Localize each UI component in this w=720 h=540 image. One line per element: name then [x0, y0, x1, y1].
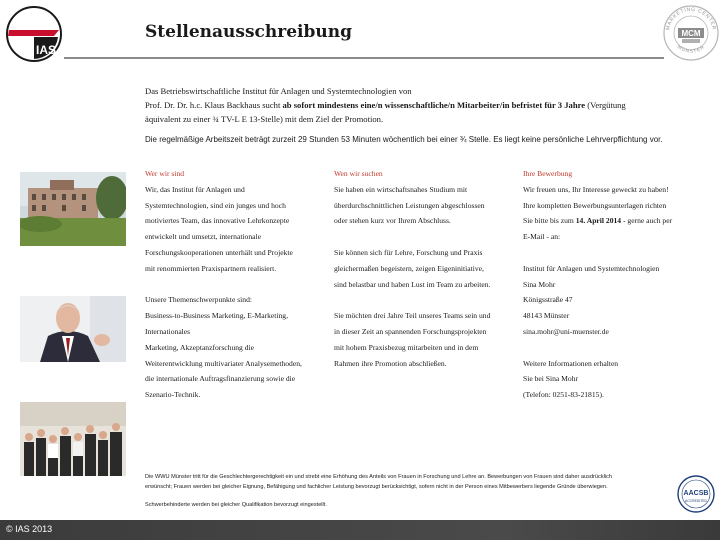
- intro-text: [145, 84, 705, 126]
- professor-photo: [20, 296, 126, 362]
- title-divider: [64, 57, 664, 59]
- ias-logo-text: IAS: [36, 43, 57, 57]
- team-photo: [20, 402, 126, 476]
- column-ihre-bewerbung: [523, 166, 713, 403]
- equality-note-line-1: Die WWU Münster tritt für die Geschlechtergerechtigkeit ein und strebt eine Erhöhung des Anteils von Frauen in Forschung und Lehre an. Bewerbungen von Frauen sind daher ausdrücklich: [145, 474, 613, 480]
- themen-line: Marketing, Akzeptanzforschung die: [145, 342, 255, 352]
- address-line: Sina Mohr: [523, 279, 556, 289]
- address-line: 48143 Münster: [523, 311, 570, 321]
- suchen-line: mit hohem Praxisbezug mitarbeiten und in dem: [334, 342, 479, 352]
- deadline-suffix: - gerne auch per: [621, 216, 673, 226]
- aacsb-seal: [676, 474, 716, 514]
- equality-note-line-2: erwünscht; Frauen werden bei gleicher Eignung, Befähigung und fachlicher Leistung bevorzugt berücksichtigt, sofern nicht in der Person eines Mitbewerbers liegende Gründe überwiegen.: [145, 484, 608, 490]
- footer-bar: [0, 520, 720, 540]
- aacsb-label: AACSB: [683, 490, 709, 497]
- deadline-date: 14. April 2014: [575, 216, 622, 226]
- bewerbung-line: E-Mail - an:: [523, 232, 561, 242]
- email-link[interactable]: sina.mohr@uni-muenster.de: [523, 326, 609, 336]
- wer-line: Systemtechnologien, sind ein junges und hoch: [145, 200, 286, 210]
- address-line: Königsstraße 47: [523, 295, 573, 305]
- intro-line-2-suffix: (Vergütung: [585, 100, 626, 110]
- suchen-line: überdurchschnittlichen Leistungen abgeschlossen: [334, 200, 485, 210]
- suchen-line: Sie möchten drei Jahre Teil unseres Teams sein und: [334, 311, 491, 321]
- themen-line: Business-to-Business Marketing, E-Marketing,: [145, 311, 288, 321]
- heading-ihre-bewerbung: Ihre Bewerbung: [523, 169, 573, 178]
- themen-line: Weiterentwicklung multivariater Analysemethoden,: [145, 358, 302, 368]
- suchen-line: oder stehen kurz vor Ihrem Abschluss.: [334, 216, 451, 226]
- suchen-line: Sie haben ein wirtschaftsnahes Studium mit: [334, 184, 468, 194]
- suchen-line: in dieser Zeit an spannenden Forschungsprojekten: [334, 326, 487, 336]
- wer-line: entwickelt und umsetzt, internationale: [145, 232, 261, 242]
- intro-working-hours: Die regelmäßige Arbeitszeit beträgt zurzeit 29 Stunden 53 Minuten wöchentlich bei einer ¾ Stelle. Es liegt keine persönliche Lehrverpflichtung vor.: [145, 135, 663, 144]
- castle-photo: [20, 172, 126, 246]
- wer-line: Forschungskooperationen unterhält und Projekte: [145, 247, 293, 257]
- info-line: Weitere Informationen erhalten: [523, 358, 619, 368]
- mcm-ring-bottom: MÜNSTER: [675, 44, 707, 55]
- intro-line-2-bold: ab sofort mindestens eine/n wissenschaftliche/n Mitarbeiter/in befristet für 3 Jahre: [282, 100, 586, 110]
- intro-line-2: [145, 98, 705, 112]
- bewerbung-line: Wir freuen uns, Ihr Interesse geweckt zu haben!: [523, 184, 669, 194]
- address-line: Institut für Anlagen und Systemtechnologien: [523, 263, 660, 273]
- bewerbung-deadline-line: [523, 213, 713, 229]
- mcm-center-text: MCM: [681, 29, 701, 38]
- intro-line-3: äquivalent zu einer ¾ TV-L E 13-Stelle) mit dem Ziel der Promotion.: [145, 114, 384, 124]
- equality-note: [145, 472, 670, 492]
- heading-wer-wir-sind: Wer wir sind: [145, 169, 185, 178]
- intro-line-2-prefix: Prof. Dr. Dr. h.c. Klaus Backhaus sucht: [145, 100, 283, 110]
- mcm-logo: [662, 2, 720, 64]
- themen-line: die internationale Auftragsfinanzierung sowie die: [145, 374, 296, 384]
- info-line: (Telefon: 0251-83-21815).: [523, 390, 604, 400]
- column-wen-wir-suchen: [334, 166, 519, 371]
- suchen-line: gleichermaßen begeistern, zeigen Eigeninitiative,: [334, 263, 484, 273]
- mcm-ring-top: MARKETING CENTER: [665, 6, 717, 31]
- themen-line: Internationales: [145, 326, 191, 336]
- bewerbung-line: Ihre kompletten Bewerbungsunterlagen richten: [523, 200, 667, 210]
- suchen-line: Sie können sich für Lehre, Forschung und Praxis: [334, 247, 483, 257]
- wer-line: motiviertes Team, das innovative Lehrkonzepte: [145, 216, 290, 226]
- suchen-line: sind belastbar und haben Lust im Team zu arbeiten.: [334, 279, 491, 289]
- heading-wen-wir-suchen: Wen wir suchen: [334, 169, 383, 178]
- themen-line: Szenario-Technik.: [145, 390, 201, 400]
- ias-logo: [4, 4, 64, 64]
- wer-line: Wir, das Institut für Anlagen und: [145, 184, 245, 194]
- column-wer-wir-sind: [145, 166, 330, 403]
- page-title: Stellenausschreibung: [145, 22, 352, 42]
- info-line: Sie bei Sina Mohr: [523, 374, 579, 384]
- disability-note: Schwerbehinderte werden bei gleicher Qualifikation bevorzugt eingestellt.: [145, 502, 327, 508]
- intro-line-1: Das Betriebswirtschaftliche Institut für Anlagen und Systemtechnologien von: [145, 86, 412, 96]
- footer-copyright: © IAS 2013: [6, 524, 53, 534]
- themen-line: Unsere Themenschwerpunkte sind:: [145, 295, 252, 305]
- aacsb-sub: ACCREDITED: [684, 499, 708, 503]
- deadline-prefix: Sie bitte bis zum: [523, 216, 576, 226]
- suchen-line: Rahmen ihre Promotion abschließen.: [334, 358, 447, 368]
- wer-line: mit renommierten Praxispartnern realisiert.: [145, 263, 277, 273]
